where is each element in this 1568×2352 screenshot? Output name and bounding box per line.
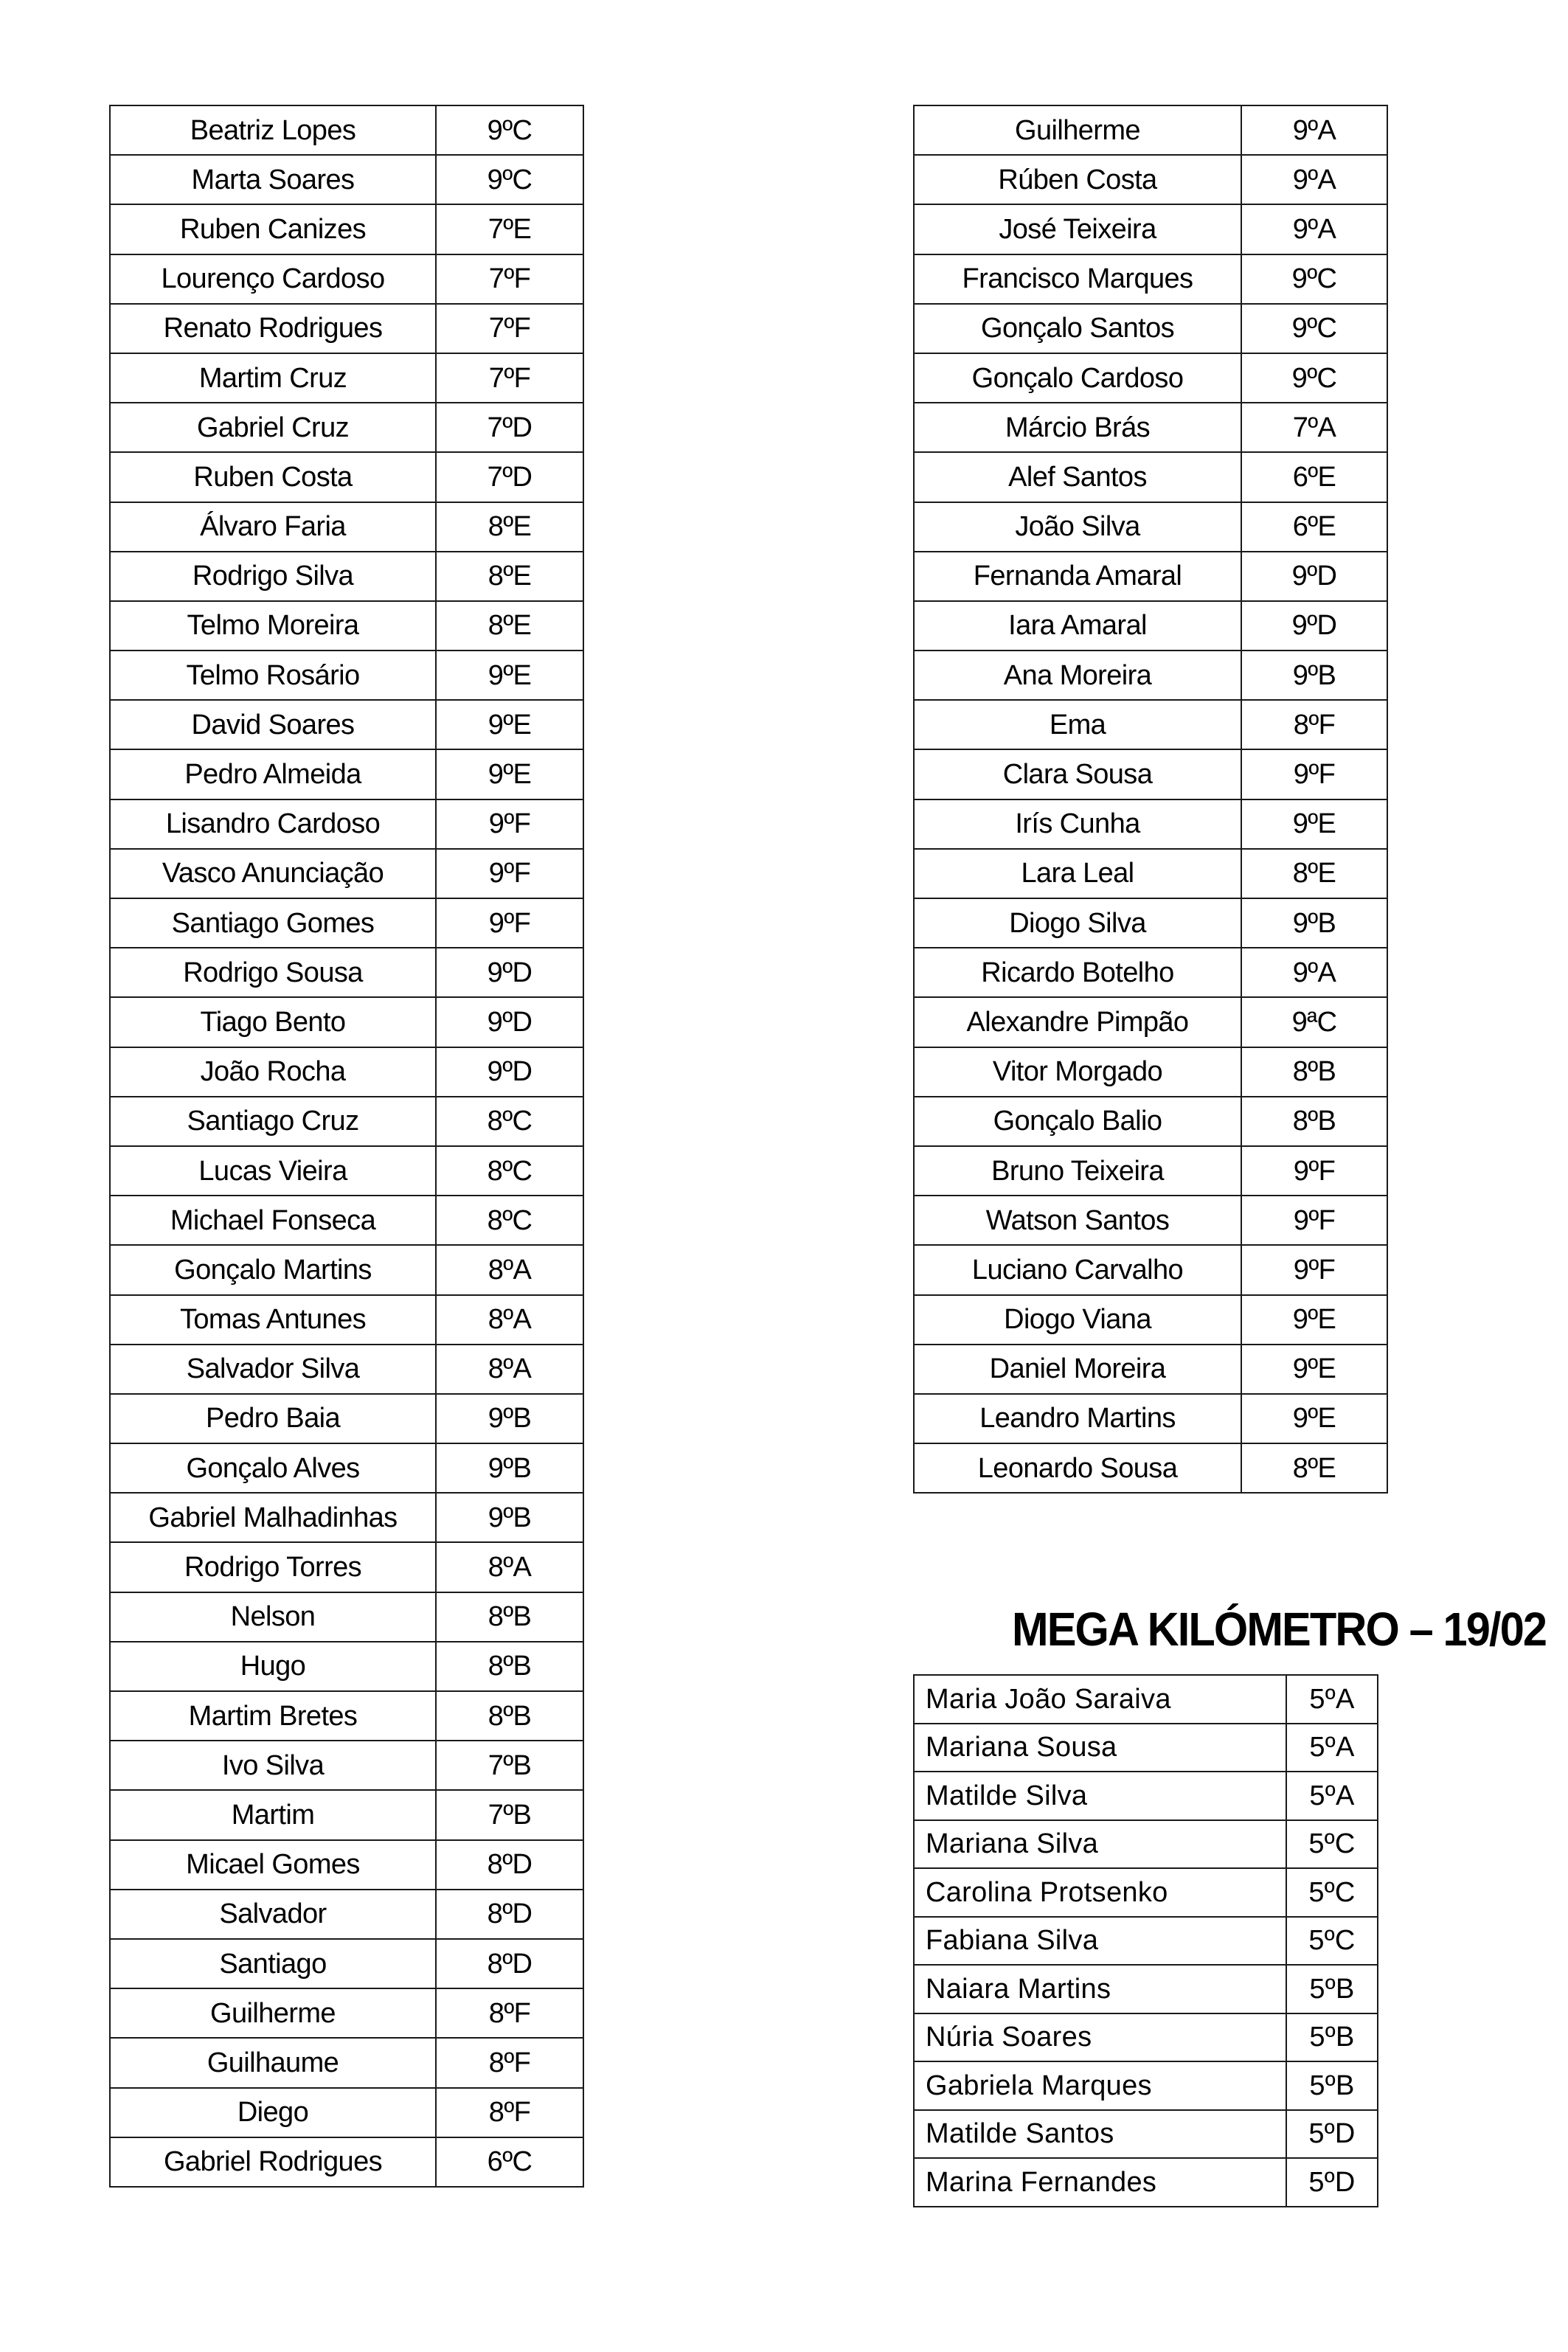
table-row — [110, 1939, 583, 1988]
student-name: Nelson — [110, 1592, 436, 1642]
participants-table-left — [109, 105, 584, 2188]
mega-kilometro-title: MEGA KILÓMETRO – 19/02 — [1012, 1603, 1547, 1656]
student-name: Gabriel Cruz — [110, 403, 436, 452]
table-row — [914, 502, 1387, 552]
table-row — [914, 1868, 1378, 1917]
student-class: 9ºE — [1241, 799, 1387, 849]
table-row — [914, 997, 1387, 1047]
student-class: 7ºE — [436, 204, 583, 254]
table-row — [110, 898, 583, 948]
student-class: 9ºE — [1241, 1394, 1387, 1443]
table-row — [914, 601, 1387, 651]
student-class: 7ºF — [436, 304, 583, 353]
student-class: 5ºB — [1286, 1965, 1378, 2013]
student-name: Santiago Cruz — [110, 1097, 436, 1146]
student-name: Hugo — [110, 1642, 436, 1691]
student-name: Tiago Bento — [110, 997, 436, 1047]
student-class: 8ºA — [436, 1542, 583, 1592]
student-name: Santiago Gomes — [110, 898, 436, 948]
table-row — [110, 403, 583, 452]
student-class: 5ºA — [1286, 1772, 1378, 1820]
table-row — [110, 1047, 583, 1097]
participants-table-right — [913, 105, 1388, 1494]
student-class: 8ºA — [436, 1245, 583, 1294]
table-row — [110, 1542, 583, 1592]
student-name: Mariana Silva — [914, 1820, 1286, 1869]
student-name: Rodrigo Torres — [110, 1542, 436, 1592]
student-name: Matilde Silva — [914, 1772, 1286, 1820]
student-class: 8ºE — [436, 502, 583, 552]
mega-kilometro-table — [913, 1674, 1378, 2207]
table-row — [110, 651, 583, 700]
student-name: Marina Fernandes — [914, 2158, 1286, 2207]
student-class: 5ºC — [1286, 1868, 1378, 1917]
student-class: 9ºA — [1241, 155, 1387, 204]
student-class: 9ºD — [436, 948, 583, 997]
student-class: 5ºB — [1286, 2013, 1378, 2062]
student-name: Renato Rodrigues — [110, 304, 436, 353]
student-name: Gabriela Marques — [914, 2061, 1286, 2110]
table-row — [110, 2088, 583, 2137]
student-name: Martim Cruz — [110, 353, 436, 403]
student-class: 9ºC — [1241, 353, 1387, 403]
table-row — [110, 452, 583, 502]
table-row — [110, 997, 583, 1047]
table-row — [110, 799, 583, 849]
student-name: Micael Gomes — [110, 1840, 436, 1890]
table-row — [914, 2110, 1378, 2159]
student-class: 9ºA — [1241, 948, 1387, 997]
student-name: Telmo Rosário — [110, 651, 436, 700]
student-name: Diego — [110, 2088, 436, 2137]
table-row — [110, 304, 583, 353]
student-name: Marta Soares — [110, 155, 436, 204]
table-row — [914, 552, 1387, 601]
table-row — [914, 1295, 1387, 1345]
student-name: Clara Sousa — [914, 749, 1241, 799]
student-class: 8ºC — [436, 1146, 583, 1196]
student-class: 5ºA — [1286, 1675, 1378, 1724]
student-name: Salvador — [110, 1890, 436, 1939]
student-class: 9ºC — [436, 105, 583, 155]
student-class: 9ºF — [1241, 1146, 1387, 1196]
student-class: 6ºE — [1241, 452, 1387, 502]
student-class: 9ºC — [1241, 254, 1387, 304]
table-row — [110, 552, 583, 601]
student-class: 9ºB — [436, 1493, 583, 1542]
table-row — [110, 1642, 583, 1691]
student-class: 9ºF — [1241, 1245, 1387, 1294]
student-name: Salvador Silva — [110, 1345, 436, 1394]
table-row — [914, 1245, 1387, 1294]
table-row — [914, 2158, 1378, 2207]
student-class: 9ºF — [436, 849, 583, 898]
table-row — [914, 1196, 1387, 1245]
student-name: Leandro Martins — [914, 1394, 1241, 1443]
student-class: 9ºC — [436, 155, 583, 204]
student-name: Iara Amaral — [914, 601, 1241, 651]
table-row — [110, 1840, 583, 1890]
student-name: Michael Fonseca — [110, 1196, 436, 1245]
table-row — [914, 1675, 1378, 1724]
student-class: 7ºF — [436, 353, 583, 403]
student-name: Gabriel Malhadinhas — [110, 1493, 436, 1542]
table-row — [914, 2061, 1378, 2110]
student-name: Gonçalo Santos — [914, 304, 1241, 353]
student-name: Ruben Costa — [110, 452, 436, 502]
student-class: 9ºC — [1241, 304, 1387, 353]
table-row — [110, 1890, 583, 1939]
student-name: Ivo Silva — [110, 1741, 436, 1790]
student-class: 8ºD — [436, 1840, 583, 1890]
student-class: 8ºB — [436, 1642, 583, 1691]
student-class: 6ºC — [436, 2137, 583, 2187]
table-row — [110, 254, 583, 304]
student-name: Fernanda Amaral — [914, 552, 1241, 601]
student-class: 8ºB — [1241, 1097, 1387, 1146]
table-row — [110, 155, 583, 204]
student-class: 5ºD — [1286, 2158, 1378, 2207]
table-row — [110, 2137, 583, 2187]
student-name: Tomas Antunes — [110, 1295, 436, 1345]
student-class: 8ºE — [436, 601, 583, 651]
student-name: Lara Leal — [914, 849, 1241, 898]
student-name: Matilde Santos — [914, 2110, 1286, 2159]
table-row — [914, 452, 1387, 502]
student-name: Gonçalo Martins — [110, 1245, 436, 1294]
table-row — [914, 799, 1387, 849]
student-name: Álvaro Faria — [110, 502, 436, 552]
student-name: Guilhaume — [110, 2038, 436, 2087]
student-class: 5ºC — [1286, 1917, 1378, 1966]
student-class: 9ºB — [436, 1443, 583, 1493]
table-row — [914, 105, 1387, 155]
table-row — [110, 1790, 583, 1839]
student-name: João Silva — [914, 502, 1241, 552]
student-name: Fabiana Silva — [914, 1917, 1286, 1966]
table-row — [914, 651, 1387, 700]
student-name: Diogo Viana — [914, 1295, 1241, 1345]
table-row — [914, 1820, 1378, 1869]
student-class: 9ºE — [1241, 1345, 1387, 1394]
student-class: 9ºD — [1241, 601, 1387, 651]
student-class: 9ªC — [1241, 997, 1387, 1047]
table-row — [914, 1772, 1378, 1820]
student-name: Rúben Costa — [914, 155, 1241, 204]
student-class: 9ºD — [1241, 552, 1387, 601]
student-name: Francisco Marques — [914, 254, 1241, 304]
table-row — [110, 1345, 583, 1394]
table-row — [914, 403, 1387, 452]
student-class: 9ºD — [436, 1047, 583, 1097]
student-name: Rodrigo Silva — [110, 552, 436, 601]
student-class: 5ºA — [1286, 1724, 1378, 1772]
student-name: Ana Moreira — [914, 651, 1241, 700]
student-class: 7ºB — [436, 1790, 583, 1839]
table-row — [914, 304, 1387, 353]
student-class: 9ºB — [436, 1394, 583, 1443]
student-name: Alef Santos — [914, 452, 1241, 502]
table-row — [110, 1097, 583, 1146]
table-row — [914, 1394, 1387, 1443]
student-class: 9ºB — [1241, 651, 1387, 700]
table-row — [110, 948, 583, 997]
student-name: Gonçalo Cardoso — [914, 353, 1241, 403]
student-class: 8ºF — [436, 2038, 583, 2087]
student-name: Lourenço Cardoso — [110, 254, 436, 304]
student-name: Márcio Brás — [914, 403, 1241, 452]
table-row — [914, 1097, 1387, 1146]
table-row — [110, 601, 583, 651]
student-class: 6ºE — [1241, 502, 1387, 552]
table-row — [914, 1146, 1387, 1196]
student-class: 9ºB — [1241, 898, 1387, 948]
student-class: 9ºE — [436, 749, 583, 799]
table-row — [914, 749, 1387, 799]
table-row — [914, 1724, 1378, 1772]
student-class: 9ºF — [436, 898, 583, 948]
table-row — [110, 1295, 583, 1345]
table-row — [110, 1394, 583, 1443]
student-name: Mariana Sousa — [914, 1724, 1286, 1772]
student-class: 8ºD — [436, 1890, 583, 1939]
student-name: Vasco Anunciação — [110, 849, 436, 898]
table-row — [914, 700, 1387, 749]
student-name: João Rocha — [110, 1047, 436, 1097]
student-class: 8ºE — [436, 552, 583, 601]
student-name: Leonardo Sousa — [914, 1443, 1241, 1493]
table-row — [914, 204, 1387, 254]
student-name: Núria Soares — [914, 2013, 1286, 2062]
table-row — [110, 2038, 583, 2087]
student-class: 7ºF — [436, 254, 583, 304]
student-class: 9ºE — [436, 700, 583, 749]
student-class: 8ºC — [436, 1196, 583, 1245]
student-name: Naiara Martins — [914, 1965, 1286, 2013]
student-name: Irís Cunha — [914, 799, 1241, 849]
student-name: Gabriel Rodrigues — [110, 2137, 436, 2187]
table-row — [110, 502, 583, 552]
student-name: Santiago — [110, 1939, 436, 1988]
student-class: 8ºF — [436, 2088, 583, 2137]
table-row — [914, 1917, 1378, 1966]
student-name: Diogo Silva — [914, 898, 1241, 948]
student-name: Pedro Baia — [110, 1394, 436, 1443]
table-row — [110, 700, 583, 749]
student-class: 8ºA — [436, 1295, 583, 1345]
table-row — [914, 2013, 1378, 2062]
student-name: Rodrigo Sousa — [110, 948, 436, 997]
student-name: Guilherme — [914, 105, 1241, 155]
student-name: Carolina Protsenko — [914, 1868, 1286, 1917]
student-name: Bruno Teixeira — [914, 1146, 1241, 1196]
student-class: 9ºF — [436, 799, 583, 849]
table-row — [110, 749, 583, 799]
table-row — [110, 1443, 583, 1493]
student-name: Gonçalo Balio — [914, 1097, 1241, 1146]
student-class: 8ºF — [436, 1988, 583, 2038]
student-class: 9ºE — [1241, 1295, 1387, 1345]
table-row — [110, 204, 583, 254]
student-class: 8ºD — [436, 1939, 583, 1988]
student-class: 7ºD — [436, 403, 583, 452]
student-class: 8ºE — [1241, 849, 1387, 898]
student-name: José Teixeira — [914, 204, 1241, 254]
student-name: Gonçalo Alves — [110, 1443, 436, 1493]
student-class: 5ºB — [1286, 2061, 1378, 2110]
table-row — [914, 898, 1387, 948]
student-name: Telmo Moreira — [110, 601, 436, 651]
student-name: Ema — [914, 700, 1241, 749]
student-name: Luciano Carvalho — [914, 1245, 1241, 1294]
student-class: 8ºC — [436, 1097, 583, 1146]
table-row — [110, 1741, 583, 1790]
student-class: 9ºA — [1241, 105, 1387, 155]
table-row — [914, 1047, 1387, 1097]
student-name: Vitor Morgado — [914, 1047, 1241, 1097]
student-name: Martim Bretes — [110, 1691, 436, 1741]
student-name: Ricardo Botelho — [914, 948, 1241, 997]
table-row — [914, 254, 1387, 304]
table-row — [110, 1691, 583, 1741]
table-row — [110, 849, 583, 898]
student-class: 8ºB — [436, 1691, 583, 1741]
student-name: Daniel Moreira — [914, 1345, 1241, 1394]
table-row — [110, 1196, 583, 1245]
table-row — [110, 105, 583, 155]
student-class: 9ºD — [436, 997, 583, 1047]
student-name: Pedro Almeida — [110, 749, 436, 799]
student-class: 8ºA — [436, 1345, 583, 1394]
table-row — [914, 948, 1387, 997]
table-row — [110, 1245, 583, 1294]
student-class: 9ºF — [1241, 749, 1387, 799]
student-name: Watson Santos — [914, 1196, 1241, 1245]
student-class: 5ºC — [1286, 1820, 1378, 1869]
student-class: 9ºF — [1241, 1196, 1387, 1245]
table-row — [914, 1965, 1378, 2013]
student-name: Guilherme — [110, 1988, 436, 2038]
student-name: Beatriz Lopes — [110, 105, 436, 155]
table-row — [914, 155, 1387, 204]
student-class: 8ºB — [436, 1592, 583, 1642]
table-row — [110, 1592, 583, 1642]
table-row — [914, 849, 1387, 898]
student-name: Martim — [110, 1790, 436, 1839]
table-row — [914, 1443, 1387, 1493]
student-name: Maria João Saraiva — [914, 1675, 1286, 1724]
table-row — [110, 353, 583, 403]
student-name: Alexandre Pimpão — [914, 997, 1241, 1047]
student-name: Lucas Vieira — [110, 1146, 436, 1196]
student-name: David Soares — [110, 700, 436, 749]
student-class: 9ºE — [436, 651, 583, 700]
student-class: 9ºA — [1241, 204, 1387, 254]
table-row — [914, 1345, 1387, 1394]
student-name: Ruben Canizes — [110, 204, 436, 254]
table-row — [110, 1988, 583, 2038]
student-class: 7ºA — [1241, 403, 1387, 452]
student-class: 8ºB — [1241, 1047, 1387, 1097]
table-row — [110, 1493, 583, 1542]
student-name: Lisandro Cardoso — [110, 799, 436, 849]
student-class: 7ºD — [436, 452, 583, 502]
table-row — [914, 353, 1387, 403]
student-class: 8ºE — [1241, 1443, 1387, 1493]
student-class: 7ºB — [436, 1741, 583, 1790]
student-class: 8ºF — [1241, 700, 1387, 749]
table-row — [110, 1146, 583, 1196]
student-class: 5ºD — [1286, 2110, 1378, 2159]
